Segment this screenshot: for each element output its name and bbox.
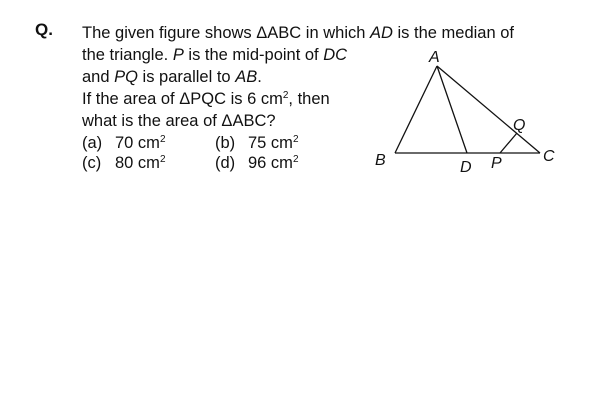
option-c[interactable]: (c) 80 $cm^2$ [82, 154, 166, 172]
point-label-p: P [491, 155, 502, 172]
vertex-label-b: B [375, 152, 386, 169]
question-line-2: the triangle. P is the mid-point of DC [82, 46, 348, 64]
point-label-d: D [460, 159, 472, 176]
vertex-label-a: A [429, 49, 440, 66]
question-line-3: and PQ is parallel to AB. [82, 68, 262, 86]
segment-pq [500, 133, 517, 153]
question-line-5: what is the area of ΔABC? [82, 112, 276, 130]
question-line-4: If the area of ΔPQC is 6 $cm^2$, then [82, 90, 330, 108]
vertex-label-c: C [543, 148, 555, 165]
triangle-figure [360, 40, 570, 180]
point-label-q: Q [513, 117, 526, 134]
question-number: Q. [35, 20, 53, 39]
side-ab [395, 66, 437, 153]
option-b[interactable]: (b) 75 $cm^2$ [215, 134, 299, 152]
option-d[interactable]: (d) 96 $cm^2$ [215, 154, 299, 172]
option-a[interactable]: (a) 70 $cm^2$ [82, 134, 166, 152]
question-line-1: The given figure shows ΔABC in which AD is the median of [82, 24, 514, 42]
